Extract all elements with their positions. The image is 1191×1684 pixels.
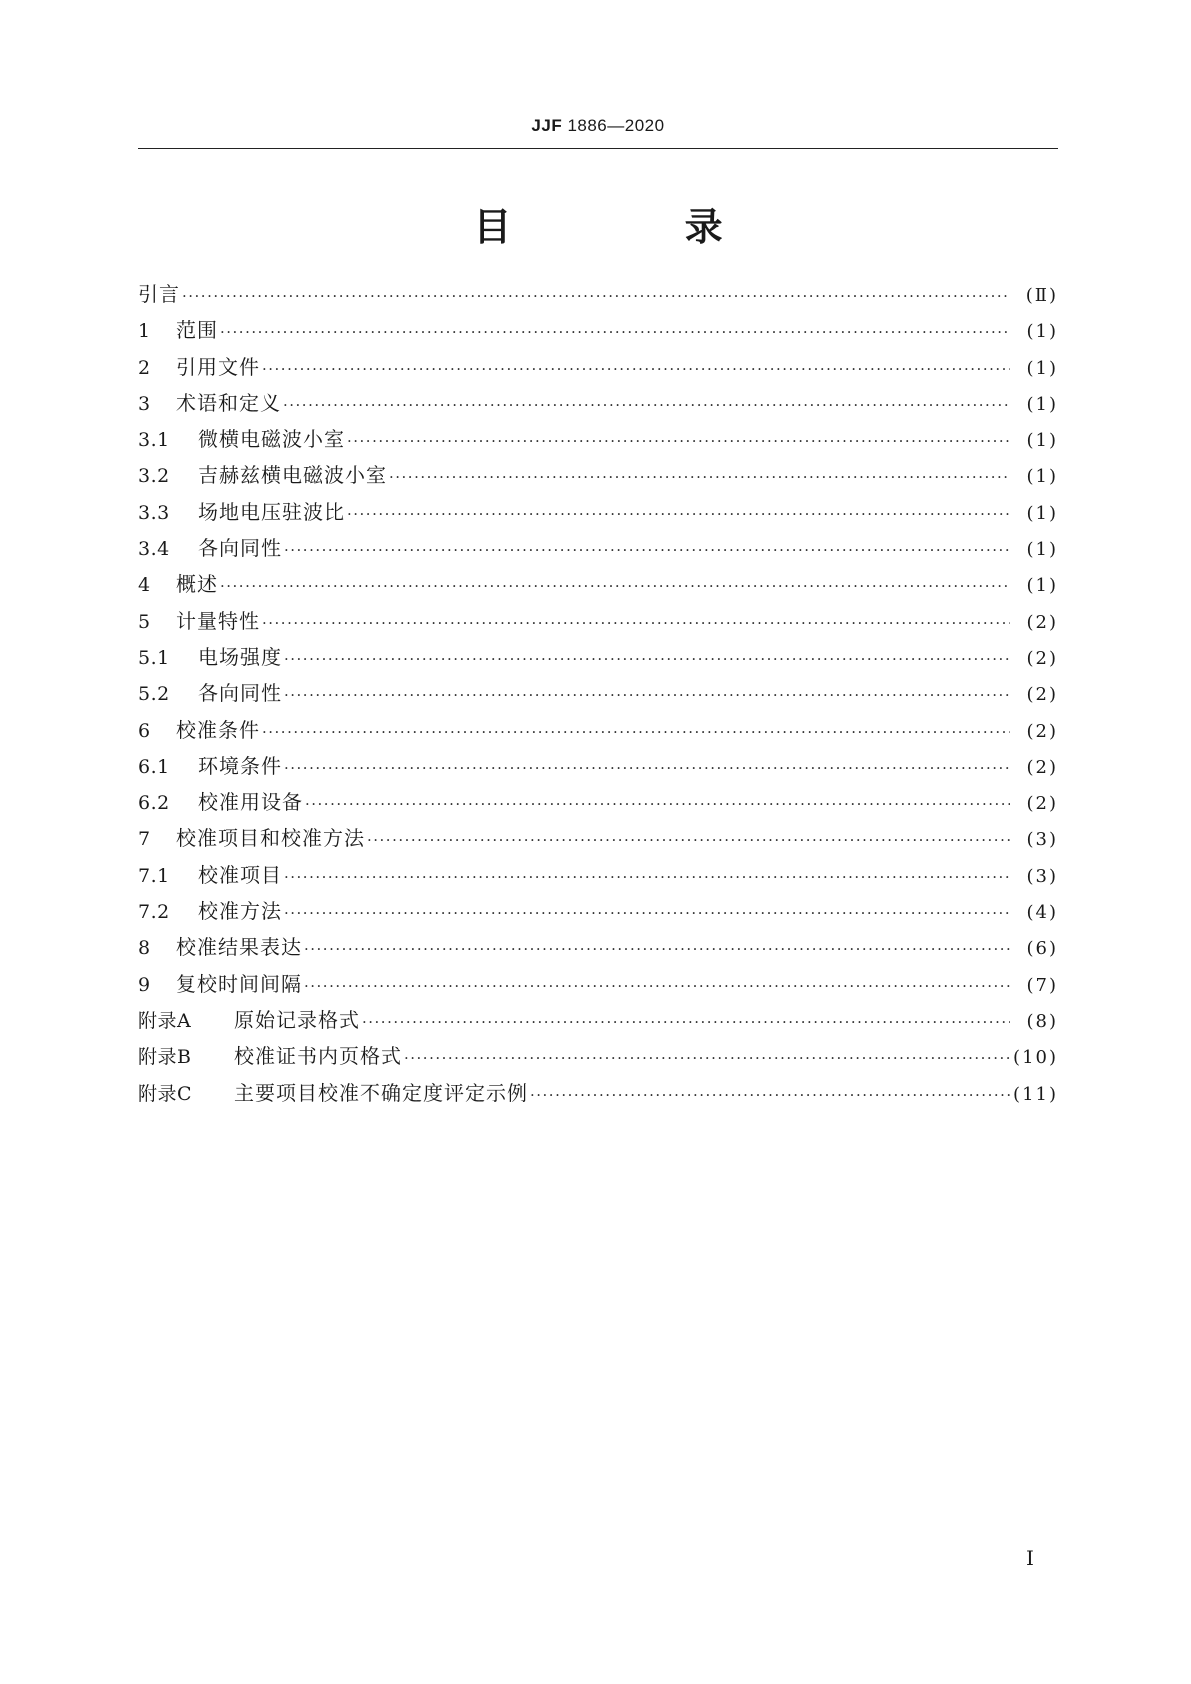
toc-entry-page: (1) xyxy=(1026,575,1058,597)
toc-entry-label: 各向同性 xyxy=(198,536,282,561)
toc-entry-label: 电场强度 xyxy=(198,644,282,669)
toc-leader-dots xyxy=(220,314,1010,350)
toc-entry[interactable] xyxy=(138,385,1058,421)
toc-entry-page: (2) xyxy=(1026,720,1058,742)
toc-leader-dots xyxy=(284,895,1010,931)
toc-entry-page: (2) xyxy=(1026,647,1058,669)
toc-entry-label: 微横电磁波小室 xyxy=(198,427,345,452)
toc-entry-label: 主要项目校准不确定度评定示例 xyxy=(234,1080,528,1105)
toc-entry[interactable] xyxy=(138,421,1058,457)
toc-leader-dots xyxy=(305,786,1010,822)
toc-entry-page: (3) xyxy=(1026,865,1058,887)
toc-entry-label: 吉赫兹横电磁波小室 xyxy=(198,463,387,488)
toc-entry-number: 9 xyxy=(138,973,151,996)
toc-leader-dots xyxy=(347,423,1010,459)
toc-leader-dots xyxy=(389,459,1010,495)
toc-leader-dots xyxy=(284,677,1010,713)
toc-entry-label: 校准条件 xyxy=(176,717,260,742)
toc-leader-dots xyxy=(182,278,1010,314)
toc-entry-page: (1) xyxy=(1026,466,1058,488)
toc-leader-dots xyxy=(284,641,1010,677)
toc-entry-page: (2) xyxy=(1026,756,1058,778)
toc-leader-dots xyxy=(347,496,1010,532)
toc-entry-number: 5 xyxy=(138,610,151,633)
toc-entry-number: 8 xyxy=(138,937,151,960)
toc-entry-page: (3) xyxy=(1026,829,1058,851)
toc-entry[interactable] xyxy=(138,893,1058,929)
toc-entry-page: (1) xyxy=(1026,357,1058,379)
toc-entry[interactable] xyxy=(138,603,1058,639)
toc-entry-label: 计量特性 xyxy=(176,608,260,633)
toc-entry-label: 复校时间间隔 xyxy=(176,971,302,996)
toc-entry[interactable] xyxy=(138,820,1058,856)
toc-entry-page: (1) xyxy=(1026,321,1058,343)
toc-entry-page: (2) xyxy=(1026,793,1058,815)
toc-leader-dots xyxy=(304,931,1010,967)
toc-entry[interactable] xyxy=(138,530,1058,566)
toc-entry[interactable] xyxy=(138,1038,1058,1074)
toc-entry[interactable] xyxy=(138,966,1058,1002)
toc-leader-dots xyxy=(404,1040,1010,1076)
toc-leader-dots xyxy=(362,1004,1010,1040)
toc-entry-page: (2) xyxy=(1026,611,1058,633)
toc-entry-number: 3 xyxy=(138,392,151,415)
toc-entry-number: 2 xyxy=(138,356,151,379)
toc-leader-dots xyxy=(283,387,1010,423)
toc-entry-number: 7.2 xyxy=(138,901,170,924)
toc-entry-number: 3.3 xyxy=(138,501,170,524)
toc-entry-number: 6.1 xyxy=(138,755,170,778)
toc-leader-dots xyxy=(530,1077,1010,1113)
table-of-contents xyxy=(138,276,1058,1111)
toc-entry-page: (8) xyxy=(1026,1010,1058,1032)
toc-entry-page: (10) xyxy=(1013,1047,1058,1069)
toc-entry-number: 附录B xyxy=(138,1046,192,1069)
toc-entry-page: (7) xyxy=(1026,974,1058,996)
page-number: Ⅰ xyxy=(1026,1546,1034,1570)
toc-leader-dots xyxy=(304,968,1010,1004)
toc-entry-label: 范围 xyxy=(176,318,218,343)
toc-entry-page: (11) xyxy=(1013,1083,1058,1105)
toc-entry[interactable] xyxy=(138,857,1058,893)
toc-entry-label: 引言 xyxy=(138,282,180,306)
toc-entry-number: 附录A xyxy=(138,1009,192,1032)
toc-entry-page: (Ⅱ) xyxy=(1025,285,1058,306)
toc-entry-number: 4 xyxy=(138,574,151,597)
toc-entry[interactable] xyxy=(138,675,1058,711)
toc-entry[interactable] xyxy=(138,276,1058,312)
toc-leader-dots xyxy=(262,605,1010,641)
toc-entry[interactable] xyxy=(138,1075,1058,1111)
toc-entry-number: 3.2 xyxy=(138,465,170,488)
toc-entry[interactable] xyxy=(138,712,1058,748)
toc-entry-label: 校准项目 xyxy=(198,862,282,887)
toc-entry[interactable] xyxy=(138,748,1058,784)
toc-leader-dots xyxy=(284,859,1010,895)
header-rule xyxy=(138,148,1058,149)
toc-leader-dots xyxy=(262,714,1010,750)
toc-entry-label: 术语和定义 xyxy=(176,390,281,415)
toc-entry-label: 原始记录格式 xyxy=(234,1007,360,1032)
toc-entry-label: 各向同性 xyxy=(198,681,282,706)
toc-entry-number: 3.1 xyxy=(138,429,170,452)
toc-leader-dots xyxy=(262,351,1010,387)
toc-entry-page: (2) xyxy=(1026,684,1058,706)
toc-entry-label: 概述 xyxy=(176,572,218,597)
toc-entry-number: 7.1 xyxy=(138,864,170,887)
toc-entry-page: (1) xyxy=(1026,393,1058,415)
toc-entry-label: 环境条件 xyxy=(198,753,282,778)
toc-entry-number: 5.1 xyxy=(138,646,170,669)
toc-entry-number: 附录C xyxy=(138,1082,193,1105)
toc-entry[interactable] xyxy=(138,457,1058,493)
toc-entry[interactable] xyxy=(138,929,1058,965)
toc-entry[interactable] xyxy=(138,639,1058,675)
toc-entry-page: (1) xyxy=(1026,539,1058,561)
toc-entry-label: 校准项目和校准方法 xyxy=(176,826,365,851)
toc-entry-label: 校准用设备 xyxy=(198,790,303,815)
toc-entry-label: 校准结果表达 xyxy=(176,935,302,960)
toc-entry[interactable] xyxy=(138,349,1058,385)
page-title: 目 录 xyxy=(473,205,803,249)
running-header xyxy=(138,116,1058,136)
toc-entry-number: 3.4 xyxy=(138,538,170,561)
toc-entry-number: 6.2 xyxy=(138,792,170,815)
toc-entry-label: 引用文件 xyxy=(176,354,260,379)
toc-entry-page: (1) xyxy=(1026,502,1058,524)
toc-entry[interactable] xyxy=(138,566,1058,602)
toc-leader-dots xyxy=(367,822,1010,858)
toc-entry-number: 7 xyxy=(138,828,151,851)
toc-entry-number: 5.2 xyxy=(138,683,170,706)
toc-entry-page: (6) xyxy=(1026,938,1058,960)
toc-entry[interactable] xyxy=(138,1002,1058,1038)
toc-entry-label: 校准方法 xyxy=(198,899,282,924)
toc-leader-dots xyxy=(284,750,1010,786)
toc-leader-dots xyxy=(220,568,1010,604)
standard-code: JJF xyxy=(531,116,563,135)
toc-entry-number: 1 xyxy=(138,320,151,343)
toc-entry[interactable] xyxy=(138,784,1058,820)
toc-entry-number: 6 xyxy=(138,719,151,742)
toc-entry-page: (4) xyxy=(1026,902,1058,924)
toc-leader-dots xyxy=(284,532,1010,568)
standard-number: 1886—2020 xyxy=(567,116,665,135)
toc-entry-label: 场地电压驻波比 xyxy=(198,499,345,524)
toc-entry-page: (1) xyxy=(1026,430,1058,452)
toc-entry[interactable] xyxy=(138,494,1058,530)
toc-entry-label: 校准证书内页格式 xyxy=(234,1044,402,1069)
toc-entry[interactable] xyxy=(138,312,1058,348)
